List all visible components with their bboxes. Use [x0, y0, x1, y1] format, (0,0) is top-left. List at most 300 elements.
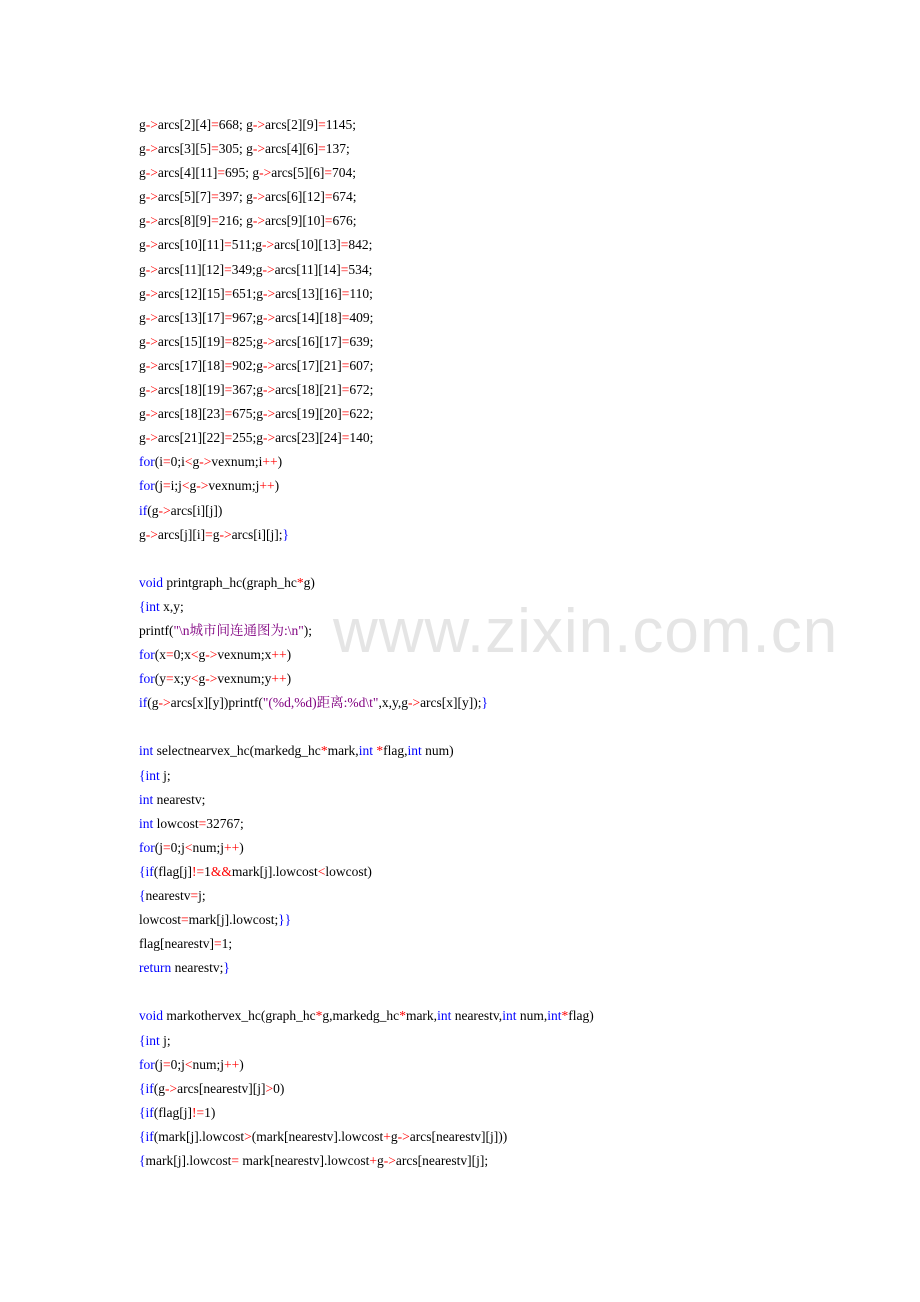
code-token: =	[163, 478, 171, 494]
code-token: g	[198, 671, 206, 687]
code-token: ->	[145, 165, 158, 181]
code-line	[139, 426, 839, 450]
code-token: g	[139, 189, 146, 205]
code-token: ->	[145, 117, 158, 132]
code-token: arcs[11][14]	[274, 261, 341, 277]
code-token: =	[213, 936, 222, 952]
code-token: =	[318, 117, 326, 132]
code-token: (y	[154, 671, 166, 687]
code-token: {int	[139, 767, 160, 783]
code-token: nearestv;	[153, 791, 206, 807]
code-token: 397; g	[218, 189, 253, 205]
code-token: +	[383, 1128, 391, 1144]
code-token: )	[239, 1056, 244, 1072]
code-token: =	[341, 285, 350, 301]
code-token: {int	[139, 598, 160, 614]
code-token: 651;g	[232, 285, 263, 301]
code-token: mark[j].lowcost	[145, 1153, 232, 1169]
code-token: arcs[16][17]	[275, 333, 342, 349]
code-token: ->	[262, 309, 276, 325]
code-token: {	[139, 1153, 146, 1169]
code-token: arcs[18][21]	[275, 382, 342, 398]
code-token: )	[239, 839, 244, 855]
code-token: ->	[158, 695, 171, 711]
code-token: 704;	[332, 165, 357, 181]
code-token: ++	[262, 454, 278, 470]
code-token: =	[341, 406, 350, 422]
code-token: ->	[205, 647, 218, 663]
code-token: ->	[145, 526, 158, 542]
code-token: arcs[4][11]	[157, 165, 218, 181]
code-token: vexnum;i	[211, 454, 263, 470]
code-token: g	[139, 430, 146, 446]
code-line	[139, 836, 839, 860]
code-token: {if	[139, 1080, 154, 1096]
code-token: ->	[262, 430, 276, 446]
code-token: 255;g	[232, 430, 263, 446]
code-token: arcs[17][18]	[157, 357, 225, 373]
code-token: =	[211, 189, 219, 205]
code-token: 1	[204, 863, 211, 879]
code-token: int	[547, 1008, 562, 1024]
code-token: !=	[191, 1104, 205, 1120]
code-token: <	[190, 671, 199, 687]
code-token: if	[139, 695, 148, 711]
code-token: arcs[17][21]	[275, 357, 342, 373]
code-token: if	[139, 502, 148, 518]
code-token: 140;	[349, 430, 374, 446]
code-token: mark[nearestv].lowcost	[238, 1153, 370, 1169]
code-token: arcs[j][i]	[157, 526, 206, 542]
code-token: g	[192, 454, 200, 470]
code-token: 0;x	[173, 647, 191, 663]
code-token: =	[224, 237, 232, 253]
code-token: =	[224, 430, 233, 446]
code-line	[139, 643, 839, 667]
code-token: ->	[145, 285, 158, 301]
code-token: int	[437, 1008, 452, 1024]
code-token: ++	[224, 839, 240, 855]
code-line	[139, 378, 839, 402]
code-token: ->	[145, 309, 158, 325]
code-line	[139, 233, 839, 257]
code-line	[139, 788, 839, 812]
code-token: for	[139, 454, 155, 470]
code-token: nearestv	[145, 888, 191, 903]
code-token: for	[139, 839, 155, 855]
code-line	[139, 956, 839, 980]
code-token: )	[286, 671, 292, 687]
code-token: markothervex_hc(graph_hc	[163, 1008, 316, 1024]
code-line	[139, 1101, 839, 1125]
code-token: =	[324, 189, 333, 205]
code-token: nearestv;	[171, 960, 224, 976]
code-token: 1)	[204, 1104, 216, 1120]
code-line	[139, 161, 839, 185]
code-token: =	[163, 454, 171, 470]
code-token: arcs[5][7]	[157, 189, 212, 205]
code-token: =	[341, 430, 350, 446]
code-token: arcs[19][20]	[275, 406, 342, 422]
code-token: 349;g	[231, 261, 263, 277]
code-token: <	[317, 863, 326, 879]
code-token: 676;	[332, 213, 357, 229]
code-token: j;	[159, 767, 171, 783]
code-token: =	[198, 815, 207, 831]
code-token: ->	[262, 261, 275, 277]
code-token: 534;	[348, 261, 373, 277]
code-line	[139, 354, 839, 378]
code-token: (g	[147, 695, 159, 711]
code-token: !=	[191, 863, 205, 879]
code-token: *	[320, 743, 328, 759]
code-token: *	[561, 1008, 569, 1024]
code-token: arcs[18][23]	[157, 406, 225, 422]
code-token: g	[139, 165, 146, 181]
code-token: num;j	[192, 1056, 225, 1072]
code-token: j;	[198, 888, 206, 903]
code-token: =	[163, 839, 171, 855]
code-token: arcs[2][4]	[157, 117, 212, 132]
code-token: ->	[145, 189, 158, 205]
code-token: "\n城市间连通图为:\n"	[173, 622, 304, 638]
code-token: =	[205, 526, 213, 542]
code-token: g	[198, 647, 206, 663]
code-token: flag)	[568, 1008, 594, 1024]
code-token: ->	[199, 454, 212, 470]
code-token: ->	[261, 237, 275, 253]
code-token: nearestv,	[451, 1008, 503, 1024]
code-token: g)	[303, 574, 315, 590]
code-token: arcs[3][5]	[157, 141, 212, 157]
code-token: =	[211, 117, 219, 132]
code-line	[139, 209, 839, 233]
code-token: arcs[14][18]	[275, 309, 342, 325]
code-token: (flag[j]	[153, 1104, 192, 1120]
code-token: for	[139, 671, 155, 687]
code-line	[139, 306, 839, 330]
code-token: 137;	[325, 141, 350, 157]
code-token: arcs[10][11]	[157, 237, 225, 253]
code-token: ->	[145, 406, 158, 422]
code-token: g	[139, 141, 146, 157]
code-token: (i	[154, 454, 163, 470]
code-token: =	[224, 406, 233, 422]
code-token: ->	[262, 333, 276, 349]
code-token: 0)	[273, 1080, 285, 1096]
code-line	[139, 619, 839, 643]
code-line	[139, 908, 839, 932]
code-token: =	[181, 912, 189, 928]
code-line	[139, 1004, 839, 1028]
code-line	[139, 258, 839, 282]
code-token: arcs[11][12]	[157, 261, 225, 277]
code-token: arcs[nearestv][j]	[177, 1080, 266, 1096]
code-token: =	[231, 1153, 239, 1169]
code-token: ->	[407, 695, 421, 711]
code-token: num,	[516, 1008, 548, 1024]
code-token: =	[166, 647, 174, 663]
code-token: +	[369, 1153, 378, 1169]
code-token: flag[nearestv]	[139, 936, 214, 952]
code-token: ++	[259, 478, 275, 494]
code-token: arcs[4][6]	[264, 141, 319, 157]
code-token: 305; g	[218, 141, 253, 157]
code-token: =	[324, 165, 333, 181]
code-token: arcs[23][24]	[275, 430, 342, 446]
code-line	[139, 450, 839, 474]
code-token: )	[286, 647, 292, 663]
code-token: =	[318, 141, 326, 157]
code-token: g	[139, 406, 146, 422]
code-token: =	[324, 213, 333, 229]
code-token: 675;g	[232, 406, 263, 422]
code-token: ->	[145, 237, 158, 253]
code-token: ++	[271, 671, 287, 687]
code-token: j;	[159, 1032, 171, 1048]
code-token: )	[274, 478, 280, 494]
code-token: ->	[196, 478, 209, 494]
code-token: 110;	[349, 285, 373, 301]
code-token: =	[211, 141, 219, 157]
code-token: >	[265, 1080, 274, 1096]
code-line	[139, 571, 839, 595]
code-token: 967;g	[232, 309, 263, 325]
code-token: >	[244, 1128, 252, 1144]
code-token: (j	[154, 839, 163, 855]
code-token: 622;	[349, 406, 374, 422]
code-token: }	[223, 960, 230, 976]
code-token: 1145;	[325, 117, 357, 132]
code-line	[139, 402, 839, 426]
code-line	[139, 1125, 839, 1149]
code-token: <	[184, 454, 193, 470]
code-token: );	[303, 622, 313, 638]
code-token: 825;g	[232, 333, 263, 349]
code-token: arcs[i][j];	[231, 526, 283, 542]
code-token: arcs[nearestv][j]))	[409, 1128, 508, 1144]
code-token: mark[j].lowcost	[231, 863, 318, 879]
code-token: =	[341, 357, 350, 373]
code-token: }	[282, 526, 290, 542]
code-token: ->	[145, 261, 158, 277]
code-token: arcs[10][13]	[274, 237, 341, 253]
code-token: <	[184, 839, 193, 855]
code-token: <	[181, 478, 190, 494]
code-token: )	[277, 454, 283, 470]
code-token: x;y	[173, 671, 191, 687]
code-token: =	[224, 382, 233, 398]
code-token: arcs[8][9]	[157, 213, 212, 229]
code-token: *	[399, 1008, 406, 1024]
code-token: g	[139, 117, 146, 132]
code-token: g	[377, 1153, 384, 1169]
code-line	[139, 523, 839, 547]
code-line	[139, 137, 839, 161]
code-token: ->	[158, 502, 171, 518]
code-token: for	[139, 478, 155, 494]
code-token: 672;	[349, 382, 374, 398]
code-token: g	[139, 357, 146, 373]
code-token: =	[224, 333, 233, 349]
code-token: x,y;	[159, 598, 184, 614]
code-token: int	[139, 743, 154, 759]
code-token: =	[224, 309, 233, 325]
code-token: =	[190, 888, 199, 903]
code-token: 639;	[349, 333, 374, 349]
code-token: g	[139, 333, 146, 349]
code-token: flag,	[383, 743, 408, 759]
code-token: mark,	[405, 1008, 438, 1024]
code-line	[139, 739, 839, 763]
code-token: return	[139, 960, 172, 976]
code-token: {if	[139, 1128, 154, 1144]
code-token: =	[224, 285, 233, 301]
code-token: arcs[21][22]	[157, 430, 225, 446]
code-token: (j	[154, 478, 163, 494]
code-token: ->	[262, 406, 276, 422]
code-token: arcs[x][y])printf(	[170, 695, 263, 711]
code-token: ->	[164, 1080, 178, 1096]
code-token: arcs[x][y]);	[420, 695, 482, 711]
code-line	[139, 282, 839, 306]
code-token: g	[139, 285, 146, 301]
code-token: (flag[j]	[153, 863, 192, 879]
code-line	[139, 764, 839, 788]
code-token: (x	[154, 647, 166, 663]
code-token: ->	[219, 526, 232, 542]
code-token: "(%d,%d)距离:%d\t"	[262, 695, 379, 711]
code-line	[139, 1053, 839, 1077]
code-token: 367;g	[232, 382, 263, 398]
code-token: 902;g	[232, 357, 263, 373]
code-token: printgraph_hc(graph_hc	[163, 574, 297, 590]
code-token: int	[139, 791, 154, 807]
blank-line	[139, 547, 839, 571]
code-token: arcs[15][19]	[157, 333, 225, 349]
blank-line	[139, 715, 839, 739]
code-line	[139, 474, 839, 498]
code-token: {int	[139, 1032, 160, 1048]
code-token: arcs[18][19]	[157, 382, 225, 398]
code-token: =	[166, 671, 174, 687]
code-token: arcs[i][j])	[170, 502, 223, 518]
code-token: *	[296, 574, 304, 590]
blank-line	[139, 980, 839, 1004]
code-token: ->	[145, 382, 158, 398]
code-token: =	[340, 237, 349, 253]
code-token: =	[340, 261, 349, 277]
code-token: g	[139, 309, 146, 325]
code-token: g	[390, 1128, 398, 1144]
code-line	[139, 812, 839, 836]
code-line	[139, 595, 839, 619]
code-token: =	[341, 333, 350, 349]
code-listing	[139, 113, 839, 1173]
code-token: ->	[252, 189, 265, 205]
code-token: int	[407, 743, 422, 759]
code-token: ->	[262, 357, 276, 373]
code-line	[139, 499, 839, 523]
code-token: =	[341, 309, 350, 325]
code-token: g,markedg_hc	[322, 1008, 400, 1024]
code-token: g	[139, 261, 146, 277]
code-token: g	[212, 526, 220, 542]
code-token: 409;	[349, 309, 374, 325]
code-token: &&	[210, 863, 232, 879]
code-token: for	[139, 1056, 155, 1072]
code-token: 842;	[348, 237, 373, 253]
code-token: ,x,y,g	[378, 695, 408, 711]
code-token: lowcost)	[325, 863, 372, 879]
code-token: void	[139, 1008, 164, 1024]
code-token: int	[502, 1008, 517, 1024]
code-token: 0;j	[170, 839, 185, 855]
code-token: 695; g	[224, 165, 260, 181]
code-token: *	[376, 743, 384, 759]
code-token: g	[139, 213, 146, 229]
code-token: arcs[13][16]	[275, 285, 342, 301]
code-token: printf(	[139, 622, 174, 638]
code-token: <	[184, 1056, 193, 1072]
code-token: ->	[252, 117, 265, 132]
code-token: (mark[nearestv].lowcost	[251, 1128, 384, 1144]
code-token: ->	[145, 333, 158, 349]
code-token: num;j	[192, 839, 225, 855]
code-token: =	[163, 1056, 171, 1072]
code-token: ->	[145, 357, 158, 373]
watermark: www.zixin.com.cn	[333, 597, 839, 666]
code-token: vexnum;j	[208, 478, 260, 494]
code-token: arcs[nearestv][j];	[395, 1153, 489, 1169]
code-line	[139, 667, 839, 691]
code-token: ->	[145, 141, 158, 157]
code-token: vexnum;y	[217, 671, 272, 687]
code-token: {if	[139, 1104, 154, 1120]
code-token: 32767;	[206, 815, 244, 831]
code-token: *	[315, 1008, 323, 1024]
code-token: for	[139, 647, 155, 663]
code-token: arcs[13][17]	[157, 309, 225, 325]
code-token: ->	[252, 141, 265, 157]
code-token: mark,	[327, 743, 359, 759]
code-token: g	[139, 382, 146, 398]
code-token: ->	[397, 1128, 410, 1144]
code-token: selectnearvex_hc(markedg_hc	[153, 743, 321, 759]
code-token: lowcost	[139, 912, 181, 928]
code-token: ->	[145, 213, 158, 229]
code-token: 674;	[332, 189, 357, 205]
code-token: int	[358, 743, 373, 759]
code-token: {	[139, 888, 146, 903]
code-line	[139, 185, 839, 209]
code-token: i;j	[170, 478, 182, 494]
code-token: 511;g	[231, 237, 262, 253]
code-token: 668; g	[218, 117, 253, 132]
code-token: lowcost	[153, 815, 199, 831]
code-token: g	[189, 478, 197, 494]
code-token: g	[139, 526, 146, 542]
code-line	[139, 1077, 839, 1101]
code-token: g	[139, 237, 146, 253]
code-token: 1;	[221, 936, 233, 952]
code-token: =	[224, 261, 232, 277]
code-token: 607;	[349, 357, 374, 373]
code-line	[139, 330, 839, 354]
code-token: arcs[5][6]	[271, 165, 325, 181]
code-token: ->	[252, 213, 265, 229]
code-line	[139, 1029, 839, 1053]
